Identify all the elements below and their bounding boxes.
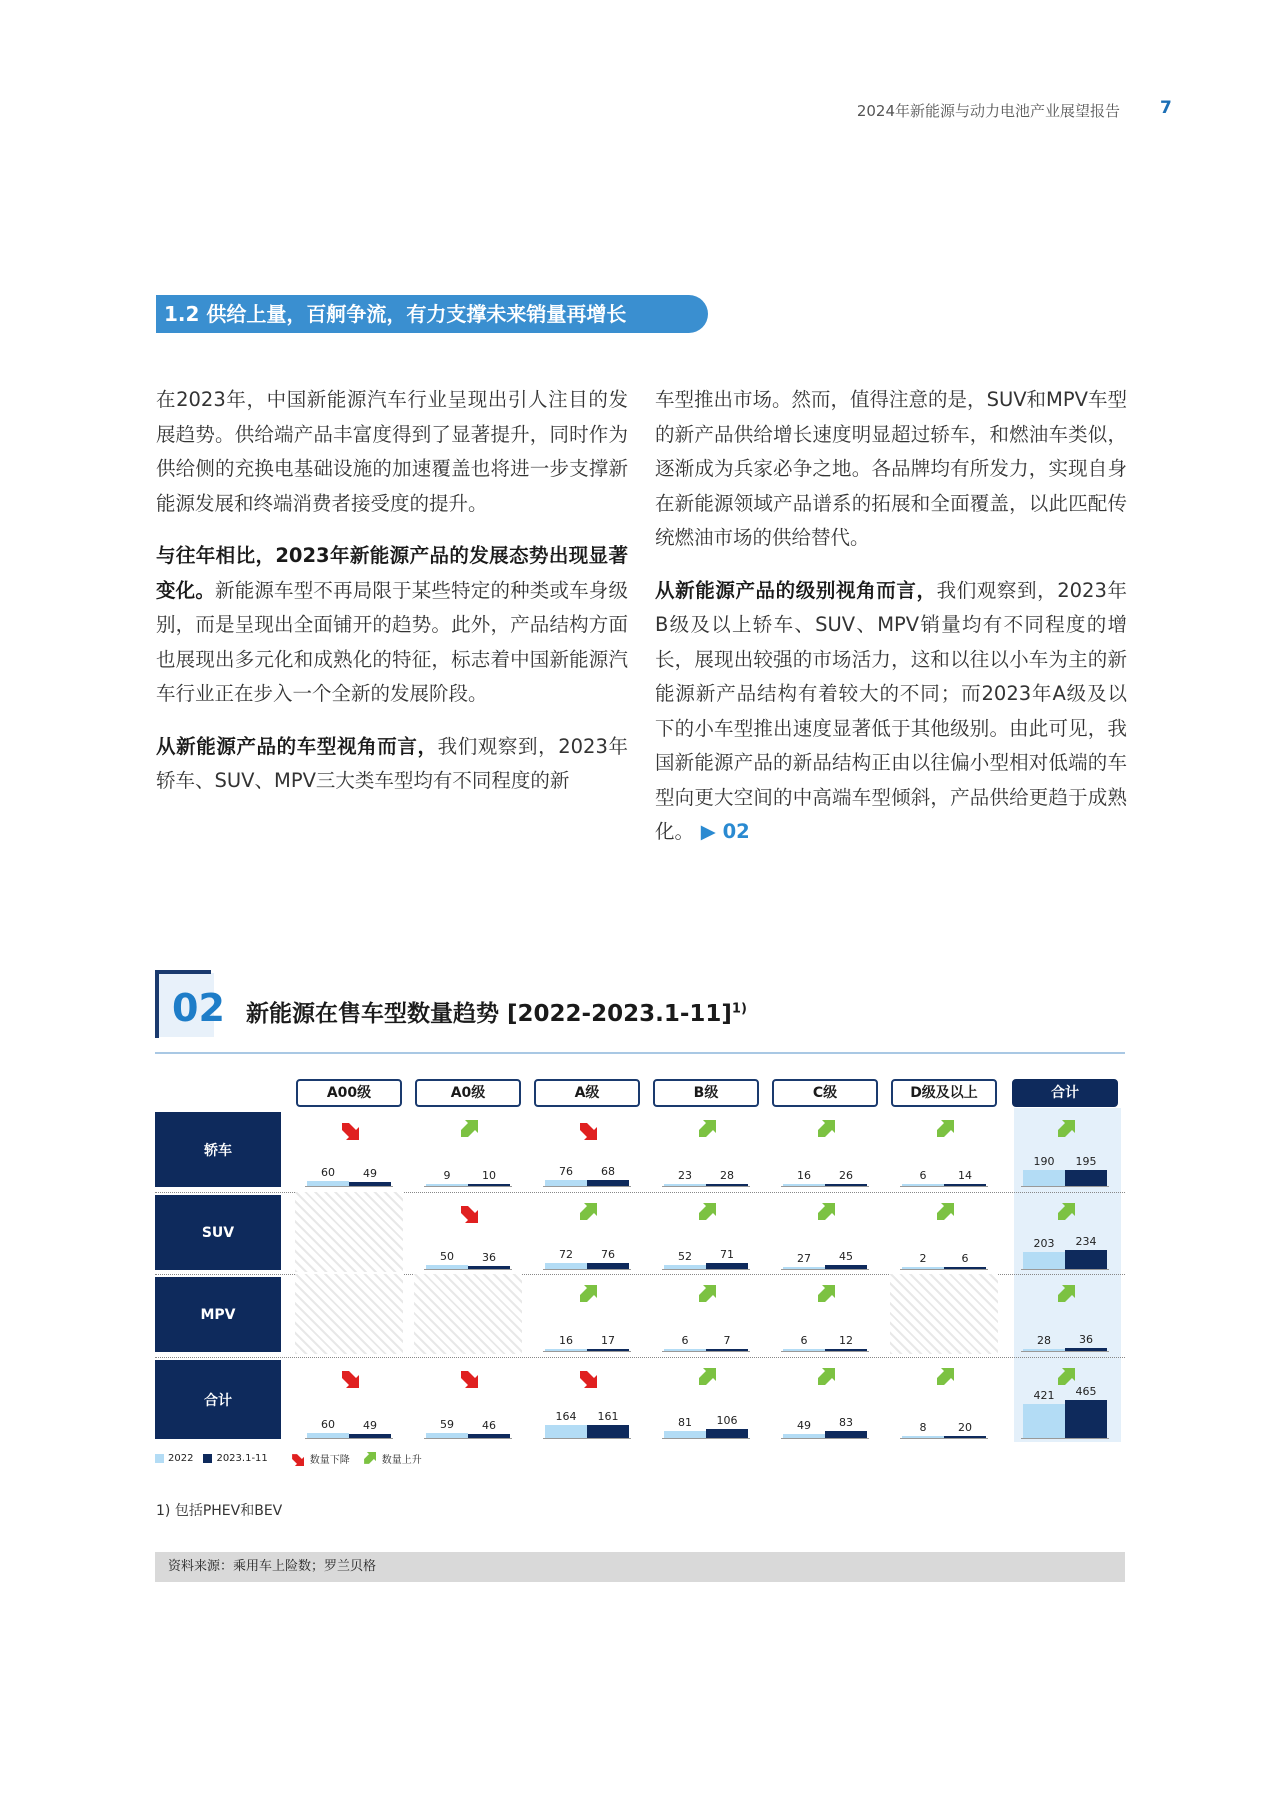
bar-baseline <box>424 1438 512 1439</box>
bar-2022 <box>1023 1349 1065 1351</box>
bar-2023-value: 465 <box>1075 1385 1097 1398</box>
bar-2023 <box>468 1434 510 1438</box>
down-arrow-icon <box>458 1203 478 1223</box>
bar-2022 <box>664 1431 706 1438</box>
legend-label-down: 数量下降 <box>309 1455 350 1466</box>
bar-baseline <box>305 1438 393 1439</box>
bar-2022 <box>664 1349 706 1351</box>
bar-2022 <box>545 1349 587 1351</box>
bar-2022 <box>664 1184 706 1186</box>
bar-2022 <box>783 1349 825 1351</box>
bar-2022-value: 164 <box>555 1409 577 1423</box>
up-arrow-icon <box>934 1368 954 1388</box>
bar-2022 <box>902 1184 944 1186</box>
bar-2023-value: 71 <box>720 1248 734 1262</box>
bar-2022-value: 76 <box>559 1164 573 1178</box>
bar-2022-value: 6 <box>919 1169 927 1182</box>
bar-2022 <box>545 1180 587 1186</box>
bar-2023-value: 49 <box>363 1166 377 1180</box>
bar-2023 <box>1065 1250 1107 1269</box>
bar-baseline <box>543 1186 631 1187</box>
paragraph-lead: 从新能源产品的级别视角而言， <box>655 578 937 602</box>
bar-2022-value: 2 <box>919 1252 927 1265</box>
row-label: 合计 <box>155 1360 281 1439</box>
bar-2022-value: 6 <box>681 1334 689 1347</box>
bar-2022 <box>426 1184 468 1186</box>
bar-2022 <box>426 1433 468 1438</box>
bar-baseline <box>543 1269 631 1270</box>
legend-label-up: 数量上升 <box>381 1455 422 1466</box>
bar-baseline <box>305 1186 393 1187</box>
bar-baseline <box>662 1269 750 1270</box>
bar-2022 <box>902 1267 944 1269</box>
bar-baseline <box>662 1438 750 1439</box>
figure-number: 02 <box>172 986 225 1030</box>
bar-2022-value: 28 <box>1037 1333 1051 1347</box>
paragraph-lead: 从新能源产品的车型视角而言， <box>156 734 438 758</box>
column-header: A0级 <box>415 1079 521 1107</box>
up-arrow-icon <box>696 1203 716 1223</box>
bar-2022-value: 49 <box>797 1418 811 1432</box>
bar-baseline <box>1021 1269 1109 1270</box>
body-column-right <box>655 383 1127 868</box>
paragraph-text: 我们观察到，2023年轿车、SUV、MPV三大类车型均有不同程度的新 <box>156 734 628 792</box>
bar-baseline <box>1021 1351 1109 1352</box>
bar-2022 <box>664 1265 706 1269</box>
body-paragraph <box>156 730 628 799</box>
bar-2023-value: 14 <box>958 1169 972 1182</box>
bar-2023-value: 76 <box>601 1247 615 1261</box>
bar-2023 <box>706 1429 748 1438</box>
column-header: A级 <box>534 1079 640 1107</box>
figure-title-footnote-mark: 1) <box>731 1001 747 1017</box>
bar-2023-value: 161 <box>597 1409 619 1423</box>
bar-2022-value: 59 <box>440 1418 454 1432</box>
row-separator <box>155 1357 1125 1358</box>
bar-2022-value: 16 <box>797 1169 811 1182</box>
paragraph-text: 在2023年，中国新能源汽车行业呈现出引人注目的发展趋势。供给端产品丰富度得到了显著提升，同时作为供给侧的充换电基础设施的加速覆盖也将进一步支撑新能源发展和终端消费者接受度的提升。 <box>156 388 628 515</box>
bar-2022 <box>545 1263 587 1269</box>
bar-baseline <box>900 1438 988 1439</box>
bar-2022-value: 16 <box>559 1334 573 1347</box>
bar-2022 <box>783 1184 825 1186</box>
column-header: B级 <box>653 1079 759 1107</box>
bar-2023-value: 36 <box>482 1251 496 1265</box>
paragraph-text: 我们观察到，2023年B级及以上轿车、SUV、MPV销量均有不同程度的增长，展现出较强的市场活力，这和以往以小车为主的新能源新产品结构有着较大的不同；而2023年A级及以下的小车型推出速度显著低于其他级别。由此可见，我国新能源产品的新品结构正由以往偏小型相对低端的车型向更大空间的中高端车型倾斜，产品供给更趋于成熟化。 <box>655 578 1127 843</box>
bar-2023-value: 10 <box>482 1169 496 1182</box>
column-header: C级 <box>772 1079 878 1107</box>
figure-reference-link[interactable]: ▶ 02 <box>694 820 750 843</box>
up-arrow-icon <box>815 1203 835 1223</box>
figure-footnote: 1) 包括PHEV和BEV <box>156 1503 283 1519</box>
bar-2023 <box>706 1184 748 1186</box>
column-header: D级及以上 <box>891 1079 997 1107</box>
paragraph-text: 新能源车型不再局限于某些特定的种类或车身级别，而是呈现出全面铺开的趋势。此外，产品结构方面也展现出多元化和成熟化的特征，标志着中国新能源汽车行业正在步入一个全新的发展阶段。 <box>156 578 628 705</box>
bar-baseline <box>900 1269 988 1270</box>
bar-2022-value: 421 <box>1033 1388 1055 1402</box>
bar-2022-value: 203 <box>1033 1237 1055 1251</box>
down-arrow-icon <box>577 1368 597 1388</box>
bar-2022-value: 72 <box>559 1248 573 1262</box>
bar-2023 <box>468 1266 510 1269</box>
column-header: 合计 <box>1012 1079 1118 1107</box>
bar-2023-value: 106 <box>716 1414 738 1428</box>
down-arrow-icon <box>290 1452 304 1466</box>
empty-cell-hatch <box>890 1274 998 1354</box>
legend-swatch-2022 <box>155 1454 164 1463</box>
bar-2022 <box>307 1181 349 1186</box>
bar-2023-value: 195 <box>1075 1155 1097 1169</box>
up-arrow-icon <box>934 1120 954 1140</box>
bar-2023 <box>587 1349 629 1351</box>
bar-2023-value: 26 <box>839 1168 853 1182</box>
bar-2023-value: 234 <box>1075 1234 1097 1248</box>
bar-2023 <box>587 1263 629 1269</box>
bar-2023 <box>825 1431 867 1438</box>
row-label: MPV <box>155 1277 281 1352</box>
bar-2022 <box>307 1433 349 1438</box>
bar-2022-value: 190 <box>1033 1155 1055 1169</box>
bar-2023-value: 49 <box>363 1418 377 1432</box>
bar-2022-value: 60 <box>321 1418 335 1432</box>
bar-2023-value: 28 <box>720 1168 734 1182</box>
bar-2022-value: 81 <box>678 1416 692 1430</box>
bar-2023-value: 17 <box>601 1334 615 1347</box>
bar-baseline <box>1021 1186 1109 1187</box>
bar-baseline <box>1021 1438 1109 1439</box>
bar-2023 <box>944 1436 986 1438</box>
bar-2022 <box>783 1434 825 1438</box>
bar-2022-value: 8 <box>919 1421 927 1434</box>
up-arrow-icon <box>362 1452 376 1466</box>
up-arrow-icon <box>577 1203 597 1223</box>
bar-2023-value: 20 <box>958 1421 972 1434</box>
bar-2022-value: 9 <box>443 1169 451 1182</box>
empty-cell-hatch <box>295 1274 403 1354</box>
up-arrow-icon <box>577 1285 597 1305</box>
up-arrow-icon <box>1055 1285 1075 1305</box>
column-header: A00级 <box>296 1079 402 1107</box>
bar-baseline <box>543 1438 631 1439</box>
up-arrow-icon <box>934 1203 954 1223</box>
bar-baseline <box>781 1438 869 1439</box>
bar-baseline <box>424 1269 512 1270</box>
bar-2022-value: 6 <box>800 1334 808 1347</box>
bar-2023 <box>944 1184 986 1186</box>
up-arrow-icon <box>458 1120 478 1140</box>
bar-2023 <box>706 1349 748 1351</box>
bar-2023-value: 68 <box>601 1165 615 1179</box>
bar-2023 <box>587 1180 629 1186</box>
bar-baseline <box>662 1351 750 1352</box>
bar-2023 <box>349 1434 391 1438</box>
bar-2023 <box>706 1263 748 1269</box>
bar-2022 <box>902 1436 944 1438</box>
up-arrow-icon <box>696 1285 716 1305</box>
figure-source: 资料来源：乘用车上险数；罗兰贝格 <box>155 1552 1125 1582</box>
bar-2023-value: 45 <box>839 1250 853 1264</box>
row-label: 轿车 <box>155 1112 281 1187</box>
bar-baseline <box>781 1269 869 1270</box>
bar-baseline <box>781 1186 869 1187</box>
bar-2023-value: 46 <box>482 1419 496 1433</box>
paragraph-lead: 与往年相比，2023年新能源产品的发展态势出现显著变化。 <box>156 544 628 602</box>
bar-2022 <box>545 1425 587 1438</box>
bar-2023-value: 12 <box>839 1334 853 1347</box>
report-title: 2024年新能源与动力电池产业展望报告 <box>856 102 1120 120</box>
down-arrow-icon <box>458 1368 478 1388</box>
legend-swatch-2023 <box>203 1454 212 1463</box>
bar-2023-value: 6 <box>961 1252 969 1265</box>
down-arrow-icon <box>339 1120 359 1140</box>
bar-2022-value: 27 <box>797 1251 811 1265</box>
bar-2023 <box>825 1184 867 1186</box>
body-paragraph <box>655 383 1127 556</box>
bar-2022-value: 52 <box>678 1249 692 1263</box>
bar-2022 <box>1023 1404 1065 1438</box>
bar-2022 <box>1023 1252 1065 1269</box>
bar-2023-value: 83 <box>839 1416 853 1430</box>
legend-label-2022: 2022 <box>168 1453 194 1464</box>
row-label: SUV <box>155 1195 281 1270</box>
bar-2022-value: 23 <box>678 1169 692 1182</box>
bar-2022-value: 60 <box>321 1166 335 1180</box>
down-arrow-icon <box>577 1120 597 1140</box>
bar-baseline <box>781 1351 869 1352</box>
bar-2023 <box>944 1267 986 1269</box>
body-column-left <box>156 383 628 817</box>
bar-2022 <box>426 1265 468 1269</box>
bar-2023 <box>1065 1348 1107 1351</box>
empty-cell-hatch <box>295 1192 403 1272</box>
up-arrow-icon <box>1055 1120 1075 1140</box>
figure-title <box>246 995 747 1028</box>
up-arrow-icon <box>815 1285 835 1305</box>
bar-2022-value: 50 <box>440 1249 454 1263</box>
section-title: 1.2 供给上量，百舸争流，有力支撑未来销量再增长 <box>156 295 708 333</box>
bar-2023 <box>1065 1400 1107 1438</box>
body-paragraph <box>655 574 1127 850</box>
bar-baseline <box>543 1351 631 1352</box>
bar-2023-value: 36 <box>1079 1333 1093 1347</box>
figure-rule <box>155 1052 1125 1054</box>
body-paragraph <box>156 383 628 521</box>
bar-baseline <box>900 1186 988 1187</box>
paragraph-text: 车型推出市场。然而，值得注意的是，SUV和MPV车型的新产品供给增长速度明显超过轿车，和燃油车类似，逐渐成为兵家必争之地。各品牌均有所发力，实现自身在新能源领域产品谱系的拓展和全面覆盖，以此匹配传统燃油市场的供给替代。 <box>655 388 1127 549</box>
bar-baseline <box>662 1186 750 1187</box>
up-arrow-icon <box>815 1368 835 1388</box>
body-paragraph <box>156 539 628 712</box>
up-arrow-icon <box>696 1120 716 1140</box>
up-arrow-icon <box>1055 1203 1075 1223</box>
up-arrow-icon <box>815 1120 835 1140</box>
bar-2023-value: 7 <box>723 1334 731 1347</box>
legend-label-2023: 2023.1-11 <box>216 1453 268 1464</box>
bar-2022 <box>783 1267 825 1269</box>
bar-2023 <box>825 1265 867 1269</box>
bar-baseline <box>424 1186 512 1187</box>
empty-cell-hatch <box>414 1274 522 1354</box>
up-arrow-icon <box>696 1368 716 1388</box>
bar-2023 <box>349 1182 391 1186</box>
bar-2023 <box>1065 1170 1107 1186</box>
bar-2023 <box>587 1425 629 1438</box>
page-number: 7 <box>1160 98 1172 118</box>
down-arrow-icon <box>339 1368 359 1388</box>
bar-2023 <box>825 1349 867 1351</box>
bar-2022 <box>1023 1170 1065 1186</box>
chart-legend <box>155 1451 422 1466</box>
bar-2023 <box>468 1184 510 1186</box>
figure-title-text: 新能源在售车型数量趋势 [2022-2023.1-11] <box>246 1001 732 1027</box>
